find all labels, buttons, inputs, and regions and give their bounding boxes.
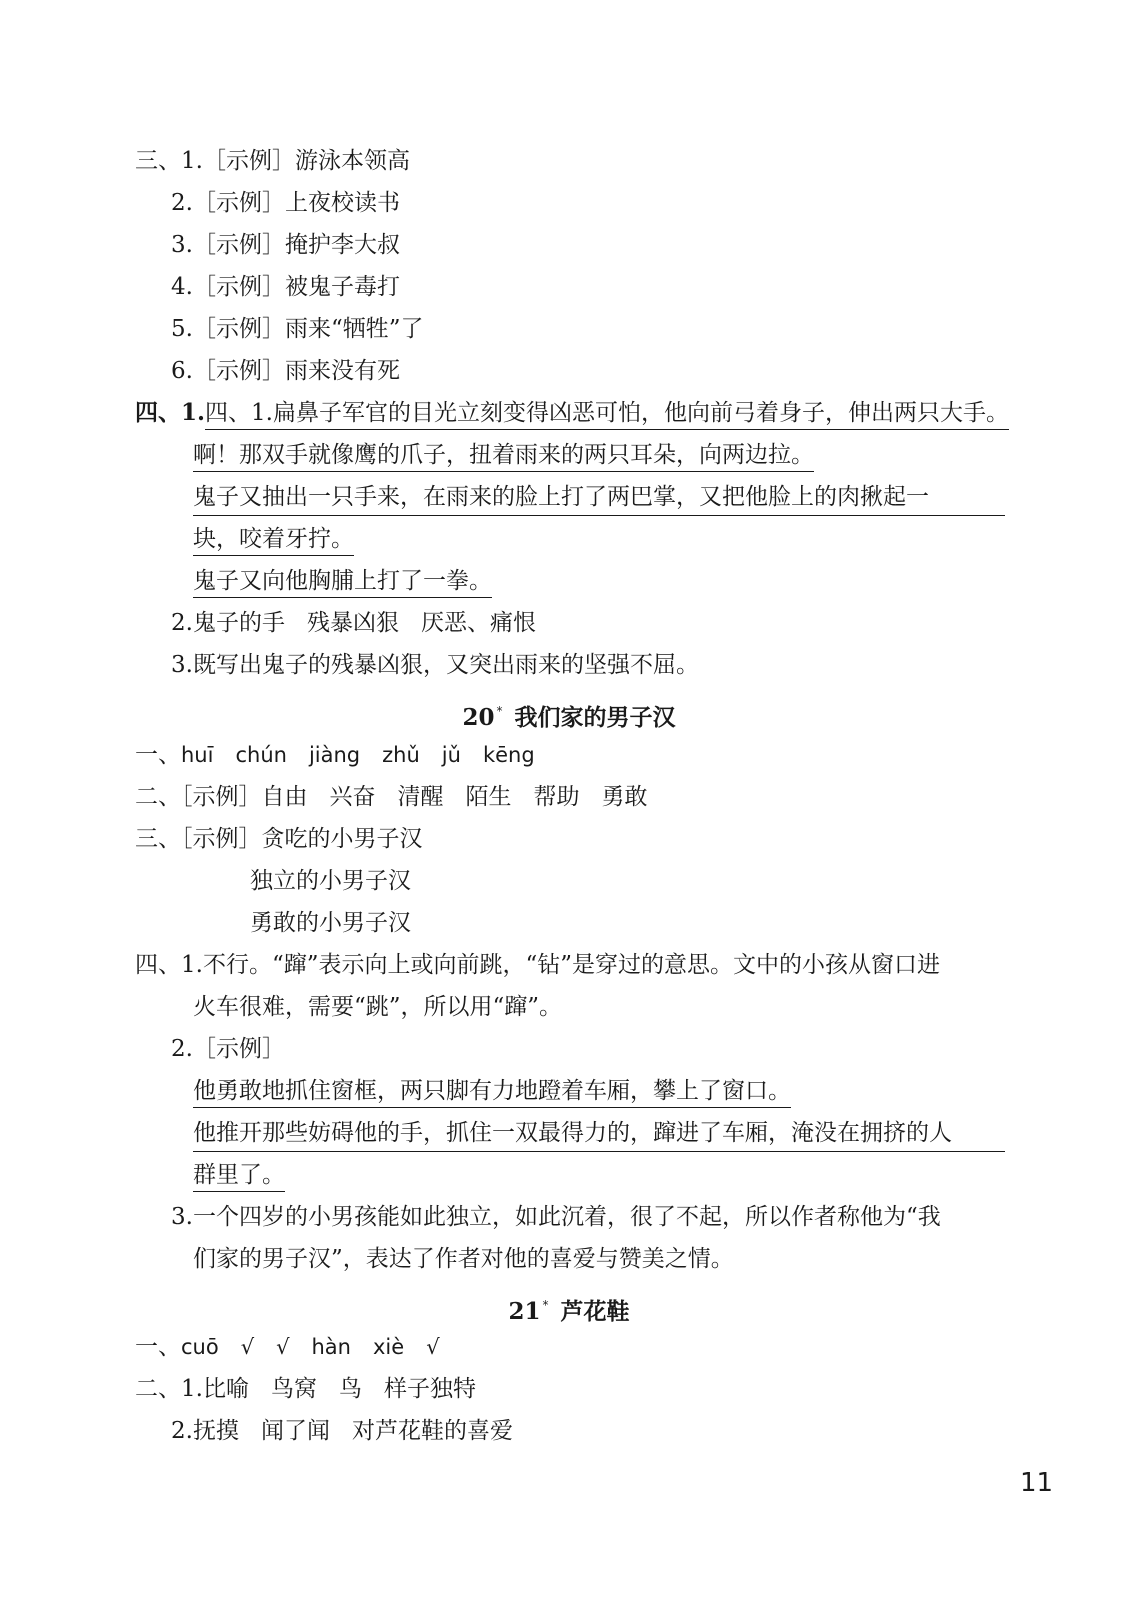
s19-si-q2-part-1: 2.鬼子的手 <box>171 610 285 636</box>
l20-yi <box>135 740 535 770</box>
l21-er-q1-part-3: 鸟 <box>338 1376 362 1402</box>
s19-si-q1-line-3 <box>193 482 1005 516</box>
l20-yi-prefix: 一、 <box>135 742 181 768</box>
l21-er-q1-part-4: 样子独特 <box>383 1376 476 1402</box>
l21-er-q2-part-2: 闻了闻 <box>260 1418 330 1444</box>
l20-pinyin-2: chún <box>235 743 287 767</box>
l20-er-word-1: 自由 <box>261 784 308 810</box>
s19-si-q1-line-4-text: 块，咬着牙拧。 <box>193 526 354 556</box>
lesson-21-heading <box>0 1290 1138 1327</box>
s19-si-q1-line-1-text: 四、1.扁鼻子军官的目光立刻变得凶恶可怕，他向前弓着身子，伸出两只大手。 <box>205 400 1009 430</box>
s19-si-q1-line-2-text: 啊！那双手就像鹰的爪子，扭着雨来的两只耳朵，向两边拉。 <box>193 442 814 472</box>
l20-pinyin-5: jǔ <box>441 743 461 767</box>
s19-si-q1-line-4 <box>193 524 354 554</box>
s19-si-q2-part-2: 残暴凶狠 <box>306 610 399 636</box>
s19-san-item-1: 三、1.［示例］游泳本领高 <box>135 148 410 174</box>
l20-er-word-5: 帮助 <box>533 784 580 810</box>
l20-san-line-2: 独立的小男子汉 <box>250 868 411 894</box>
l20-pinyin-4: zhǔ <box>382 743 420 767</box>
s19-si-q1-line-2 <box>193 440 814 470</box>
l20-er-word-2: 兴奋 <box>329 784 376 810</box>
l21-er-q2-part-3: 对芦花鞋的喜爱 <box>351 1418 513 1444</box>
l20-er-word-4: 陌生 <box>465 784 512 810</box>
l20-si-line-7: 3.一个四岁的小男孩能如此独立，如此沉着，很了不起，所以作者称他为“我 <box>171 1204 941 1230</box>
s19-san-item-6: 6.［示例］雨来没有死 <box>171 358 400 384</box>
l21-er-q1 <box>135 1374 476 1404</box>
l21-er-q1-part-2: 鸟窝 <box>270 1376 317 1402</box>
lesson-20-number: 20 <box>462 704 495 731</box>
l20-si-line-1: 四、1.不行。“蹿”表示向上或向前跳，“钻”是穿过的意思。文中的小孩从窗口进 <box>135 952 940 978</box>
l20-er-word-6: 勇敢 <box>601 784 648 810</box>
lesson-20-title: 我们家的男子汉 <box>514 705 676 731</box>
s19-si-q1-line-1: 四、1.四、1.扁鼻子军官的目光立刻变得凶恶可怕，他向前弓着身子，伸出两只大手。 <box>135 398 1009 428</box>
l20-si-line-5-text: 他推开那些妨碍他的手，抓住一双最得力的，蹿进了车厢，淹没在拥挤的人 <box>193 1118 1005 1152</box>
l21-check-icon-2: √ <box>276 1335 290 1359</box>
lesson-21-title: 芦花鞋 <box>560 1299 630 1325</box>
page-number: 11 <box>1020 1468 1054 1498</box>
l21-yi-prefix: 一、 <box>135 1334 181 1360</box>
s19-si-q1-line-5 <box>193 566 492 596</box>
l21-yi-item-4: hàn <box>311 1335 351 1359</box>
s19-si-q1-line-3-text: 鬼子又抽出一只手来，在雨来的脸上打了两巴掌，又把他脸上的肉揪起一 <box>193 482 1005 516</box>
s19-si-q2-part-3: 厌恶、痛恨 <box>420 610 536 636</box>
l21-er-q2 <box>171 1416 513 1446</box>
l20-er-prefix: 二、［示例］ <box>135 784 262 810</box>
l20-si-line-5 <box>193 1118 1005 1152</box>
l20-si-line-4 <box>193 1076 791 1106</box>
l21-yi-item-1: cuō <box>181 1335 219 1359</box>
l20-san-line-3: 勇敢的小男子汉 <box>250 910 411 936</box>
l20-er <box>135 782 648 812</box>
s19-san-item-4: 4.［示例］被鬼子毒打 <box>171 274 400 300</box>
l20-san-line-1: 三、［示例］贪吃的小男子汉 <box>135 826 423 852</box>
l20-er-word-3: 清醒 <box>397 784 444 810</box>
l20-pinyin-3: jiàng <box>308 743 361 767</box>
s19-san-item-3: 3.［示例］掩护李大叔 <box>171 232 400 258</box>
l20-pinyin-6: kēng <box>482 743 535 767</box>
l20-si-line-2: 火车很难，需要“跳”，所以用“蹿”。 <box>193 994 563 1020</box>
l21-check-icon-3: √ <box>426 1335 440 1359</box>
lesson-21-mark: * <box>542 1298 549 1312</box>
lesson-20-mark: * <box>496 704 503 718</box>
lesson-20-heading <box>0 696 1138 733</box>
l20-si-line-6-text: 群里了。 <box>193 1162 285 1192</box>
s19-si-q3: 3.既写出鬼子的残暴凶狠，又突出雨来的坚强不屈。 <box>171 652 699 678</box>
l20-pinyin-1: huī <box>181 743 214 767</box>
l21-yi-item-5: xiè <box>373 1335 405 1359</box>
l21-check-icon-1: √ <box>240 1335 255 1359</box>
l21-yi <box>135 1332 440 1362</box>
s19-san-item-2: 2.［示例］上夜校读书 <box>171 190 400 216</box>
s19-si-q2 <box>171 608 536 638</box>
s19-si-q1-line-5-text: 鬼子又向他胸脯上打了一拳。 <box>193 568 492 598</box>
lesson-21-number: 21 <box>508 1298 541 1325</box>
l20-si-line-6 <box>193 1160 285 1190</box>
l20-si-line-8: 们家的男子汉”，表达了作者对他的喜爱与赞美之情。 <box>193 1246 734 1272</box>
l20-si-line-3: 2.［示例］ <box>171 1036 285 1062</box>
l21-er-q1-part-1: 二、1.比喻 <box>135 1376 249 1402</box>
l21-er-q2-part-1: 2.抚摸 <box>171 1418 239 1444</box>
s19-san-item-5: 5.［示例］雨来“牺牲”了 <box>171 316 424 342</box>
l20-si-line-4-text: 他勇敢地抓住窗框，两只脚有力地蹬着车厢，攀上了窗口。 <box>193 1078 791 1108</box>
